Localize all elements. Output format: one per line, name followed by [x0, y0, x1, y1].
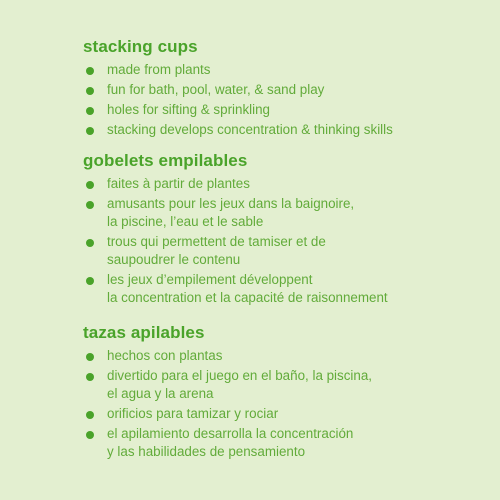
list-item-text: fun for bath, pool, water, & sand play	[107, 82, 325, 97]
section-french	[83, 151, 483, 309]
section-title-french: gobelets empilables	[83, 151, 248, 170]
list-item-text: divertido para el juego en el baño, la piscina,	[107, 368, 373, 383]
list-item-text: stacking develops concentration & thinking skills	[107, 122, 393, 137]
bullet-list-french	[83, 175, 483, 307]
list-item-text: el apilamiento desarrolla la concentración	[107, 426, 354, 441]
list-item	[83, 101, 483, 119]
list-item	[83, 121, 483, 139]
list-item-text: amusants pour les jeux dans la baignoire,	[107, 196, 355, 211]
bullet-dot-icon	[86, 181, 94, 189]
list-item	[83, 347, 483, 365]
bullet-dot-icon	[86, 127, 94, 135]
list-item	[83, 61, 483, 79]
bullet-dot-icon	[86, 373, 94, 381]
list-item-text-continued: y las habilidades de pensamiento	[107, 444, 306, 459]
list-item	[83, 175, 483, 193]
list-item	[83, 425, 483, 461]
section-title-spanish: tazas apilables	[83, 323, 205, 342]
list-item-text: faites à partir de plantes	[107, 176, 250, 191]
list-item-text: hechos con plantas	[107, 348, 223, 363]
bullet-dot-icon	[86, 411, 94, 419]
list-item	[83, 195, 483, 231]
list-item-text: orificios para tamizar y rociar	[107, 406, 279, 421]
list-item	[83, 81, 483, 99]
bullet-list-spanish	[83, 347, 483, 461]
list-item	[83, 405, 483, 423]
bullet-dot-icon	[86, 87, 94, 95]
bullet-dot-icon	[86, 431, 94, 439]
bullet-dot-icon	[86, 239, 94, 247]
bullet-dot-icon	[86, 107, 94, 115]
bullet-dot-icon	[86, 67, 94, 75]
list-item-text: les jeux d’empilement développent	[107, 272, 313, 287]
bullet-list-english	[83, 61, 483, 139]
list-item-text-continued: saupoudrer le contenu	[107, 252, 241, 267]
bullet-dot-icon	[86, 277, 94, 285]
section-english	[83, 37, 483, 141]
list-item-text: made from plants	[107, 62, 211, 77]
list-item	[83, 233, 483, 269]
bullet-dot-icon	[86, 353, 94, 361]
section-title-english: stacking cups	[83, 37, 198, 56]
list-item	[83, 367, 483, 403]
list-item-text: holes for sifting & sprinkling	[107, 102, 270, 117]
list-item-text-continued: la concentration et la capacité de raisonnement	[107, 290, 388, 305]
section-spanish	[83, 323, 483, 463]
list-item-text-continued: la piscine, l’eau et le sable	[107, 214, 264, 229]
list-item-text: trous qui permettent de tamiser et de	[107, 234, 326, 249]
bullet-dot-icon	[86, 201, 94, 209]
list-item	[83, 271, 483, 307]
list-item-text-continued: el agua y la arena	[107, 386, 214, 401]
